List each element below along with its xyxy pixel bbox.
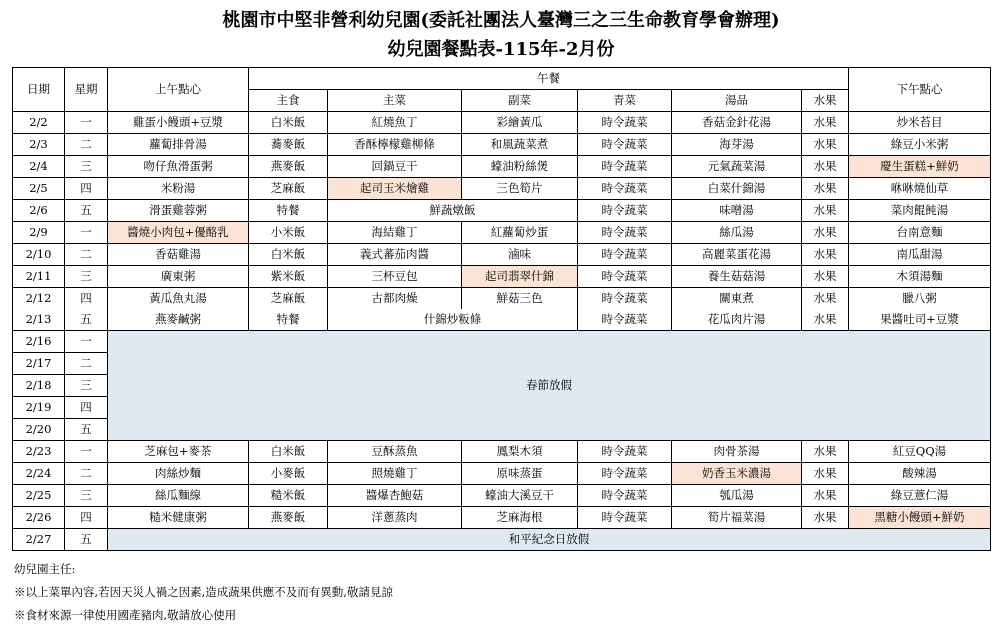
row-weekday: 三 — [65, 485, 108, 507]
row-veg: 時令蔬菜 — [578, 200, 672, 222]
row-staple: 特餐 — [249, 309, 328, 331]
row-main: 海結雞丁 — [328, 222, 462, 244]
row-main: 義式蕃茄肉醬 — [328, 244, 462, 266]
row-staple: 蕎麥飯 — [249, 134, 328, 156]
row-fruit: 水果 — [802, 309, 849, 331]
row-am-snack: 黃瓜魚丸湯 — [108, 288, 249, 310]
row-main-side: 什錦炒粄條 — [328, 309, 578, 331]
row-pm-snack: 南瓜甜湯 — [849, 244, 991, 266]
row-main: 起司玉米燴雞 — [328, 178, 462, 200]
row-staple: 白米飯 — [249, 244, 328, 266]
row-staple: 小米飯 — [249, 222, 328, 244]
row-am-snack: 米粉湯 — [108, 178, 249, 200]
row-pm-snack: 炒米苔目 — [849, 112, 991, 134]
row-main: 香酥檸檬雞柳條 — [328, 134, 462, 156]
row-main: 回鍋豆干 — [328, 156, 462, 178]
table-row — [13, 463, 991, 485]
row-veg: 時令蔬菜 — [578, 441, 672, 463]
row-side: 鳳梨木須 — [462, 441, 578, 463]
row-weekday: 二 — [65, 134, 108, 156]
header-side: 副菜 — [462, 90, 578, 112]
row-staple: 芝麻飯 — [249, 288, 328, 310]
row-weekday: 一 — [65, 222, 108, 244]
row-veg: 時令蔬菜 — [578, 485, 672, 507]
row-date: 2/24 — [13, 463, 65, 485]
row-fruit: 水果 — [802, 485, 849, 507]
header-am-snack: 上午點心 — [108, 68, 249, 112]
row-date: 2/9 — [13, 222, 65, 244]
row-date: 2/19 — [13, 397, 65, 419]
row-pm-snack: 綠豆小米粥 — [849, 134, 991, 156]
table-row — [13, 112, 991, 134]
row-weekday: 二 — [65, 353, 108, 375]
table-row — [13, 331, 991, 353]
row-pm-snack: 臘八粥 — [849, 288, 991, 310]
row-date: 2/10 — [13, 244, 65, 266]
row-weekday: 三 — [65, 156, 108, 178]
table-row — [13, 441, 991, 463]
row-pm-snack: 果醬吐司+豆漿 — [849, 309, 991, 331]
row-staple: 芝麻飯 — [249, 178, 328, 200]
header-row-1 — [13, 68, 991, 90]
table-row — [13, 485, 991, 507]
row-date: 2/18 — [13, 375, 65, 397]
table-row — [13, 222, 991, 244]
row-side: 蠔油粉絲煲 — [462, 156, 578, 178]
row-weekday: 二 — [65, 244, 108, 266]
row-pm-snack: 慶生蛋糕+鮮奶 — [849, 156, 991, 178]
row-fruit: 水果 — [802, 178, 849, 200]
row-main: 照燒雞丁 — [328, 463, 462, 485]
row-weekday: 四 — [65, 507, 108, 529]
row-soup: 絲瓜湯 — [672, 222, 802, 244]
row-weekday: 五 — [65, 419, 108, 441]
header-fruit: 水果 — [802, 90, 849, 112]
holiday-peace-day: 和平紀念日放假 — [108, 529, 991, 551]
table-row — [13, 288, 991, 310]
row-veg: 時令蔬菜 — [578, 309, 672, 331]
row-staple: 燕麥飯 — [249, 156, 328, 178]
row-veg: 時令蔬菜 — [578, 266, 672, 288]
row-fruit: 水果 — [802, 112, 849, 134]
row-fruit: 水果 — [802, 288, 849, 310]
table-row — [13, 309, 991, 331]
header-main: 主菜 — [328, 90, 462, 112]
row-weekday: 一 — [65, 441, 108, 463]
row-date: 2/12 — [13, 288, 65, 310]
row-pm-snack: 咻咻燒仙草 — [849, 178, 991, 200]
header-pm-snack: 下午點心 — [849, 68, 991, 112]
row-veg: 時令蔬菜 — [578, 288, 672, 310]
row-soup: 肉骨茶湯 — [672, 441, 802, 463]
row-date: 2/23 — [13, 441, 65, 463]
row-staple: 白米飯 — [249, 441, 328, 463]
row-weekday: 四 — [65, 397, 108, 419]
row-soup: 養生菇菇湯 — [672, 266, 802, 288]
row-main: 豆酥蒸魚 — [328, 441, 462, 463]
table-row — [13, 244, 991, 266]
row-soup: 瓠瓜湯 — [672, 485, 802, 507]
row-fruit: 水果 — [802, 266, 849, 288]
row-pm-snack: 台南意麵 — [849, 222, 991, 244]
row-veg: 時令蔬菜 — [578, 463, 672, 485]
footer-note-2: ※食材來源一律使用國產豬肉,敬請放心使用 — [14, 608, 237, 622]
table-row — [13, 507, 991, 529]
row-date: 2/3 — [13, 134, 65, 156]
row-am-snack: 蘿蔔排骨湯 — [108, 134, 249, 156]
row-weekday: 一 — [65, 112, 108, 134]
row-soup: 海芽湯 — [672, 134, 802, 156]
row-side: 紅蘿蔔炒蛋 — [462, 222, 578, 244]
row-pm-snack: 黑糖小饅頭+鮮奶 — [849, 507, 991, 529]
row-fruit: 水果 — [802, 156, 849, 178]
row-am-snack: 雞蛋小饅頭+豆漿 — [108, 112, 249, 134]
row-weekday: 三 — [65, 375, 108, 397]
row-weekday: 五 — [65, 309, 108, 331]
holiday-block: 春節放假 — [108, 331, 991, 441]
row-main: 洋蔥蒸肉 — [328, 507, 462, 529]
row-am-snack: 吻仔魚滑蛋粥 — [108, 156, 249, 178]
row-am-snack: 芝麻包+麥茶 — [108, 441, 249, 463]
row-staple: 燕麥飯 — [249, 507, 328, 529]
table-row — [13, 200, 991, 222]
row-pm-snack: 菜肉餛飩湯 — [849, 200, 991, 222]
row-soup: 奶香玉米濃湯 — [672, 463, 802, 485]
row-staple: 小麥飯 — [249, 463, 328, 485]
row-fruit: 水果 — [802, 463, 849, 485]
row-am-snack: 醬燒小肉包+優酪乳 — [108, 222, 249, 244]
row-side: 鮮菇三色 — [462, 288, 578, 310]
row-veg: 時令蔬菜 — [578, 178, 672, 200]
row-pm-snack: 綠豆薏仁湯 — [849, 485, 991, 507]
row-soup: 高麗菜蛋花湯 — [672, 244, 802, 266]
row-veg: 時令蔬菜 — [578, 507, 672, 529]
row-fruit: 水果 — [802, 222, 849, 244]
row-veg: 時令蔬菜 — [578, 156, 672, 178]
row-date: 2/20 — [13, 419, 65, 441]
row-date: 2/6 — [13, 200, 65, 222]
row-fruit: 水果 — [802, 507, 849, 529]
row-side: 原味蒸蛋 — [462, 463, 578, 485]
row-side: 三色筍片 — [462, 178, 578, 200]
row-am-snack: 滑蛋雞蓉粥 — [108, 200, 249, 222]
row-veg: 時令蔬菜 — [578, 112, 672, 134]
row-fruit: 水果 — [802, 441, 849, 463]
row-staple: 白米飯 — [249, 112, 328, 134]
page-subtitle: 幼兒園餐點表-115年-2月份 — [387, 39, 615, 60]
header-lunch: 午餐 — [249, 68, 849, 90]
row-main: 古都肉燥 — [328, 288, 462, 310]
meal-table — [12, 67, 991, 551]
row-date: 2/26 — [13, 507, 65, 529]
row-staple: 糙米飯 — [249, 485, 328, 507]
row-weekday: 一 — [65, 331, 108, 353]
row-pm-snack: 酸辣湯 — [849, 463, 991, 485]
row-am-snack: 糙米健康粥 — [108, 507, 249, 529]
row-date: 2/13 — [13, 309, 65, 331]
row-side: 起司翡翠什錦 — [462, 266, 578, 288]
row-side: 彩繪黃瓜 — [462, 112, 578, 134]
row-staple: 紫米飯 — [249, 266, 328, 288]
row-soup: 關東煮 — [672, 288, 802, 310]
row-pm-snack: 紅豆QQ湯 — [849, 441, 991, 463]
row-veg: 時令蔬菜 — [578, 222, 672, 244]
table-row — [13, 266, 991, 288]
footer-note-1: ※以上菜單內容,若因天災人禍之因素,造成蔬果供應不及而有異動,敬請見諒 — [14, 585, 393, 599]
row-fruit: 水果 — [802, 200, 849, 222]
row-side: 和風蔬菜煮 — [462, 134, 578, 156]
row-weekday: 二 — [65, 463, 108, 485]
row-date: 2/17 — [13, 353, 65, 375]
page-title: 桃園市中堅非營利幼兒園(委託社團法人臺灣三之三生命教育學會辦理) — [222, 10, 780, 31]
row-veg: 時令蔬菜 — [578, 244, 672, 266]
row-date: 2/16 — [13, 331, 65, 353]
row-main-side: 鮮蔬燉飯 — [328, 200, 578, 222]
row-soup: 白菜什錦湯 — [672, 178, 802, 200]
header-veg: 青菜 — [578, 90, 672, 112]
row-staple: 特餐 — [249, 200, 328, 222]
row-fruit: 水果 — [802, 134, 849, 156]
row-soup: 香菇金針花湯 — [672, 112, 802, 134]
row-weekday: 四 — [65, 288, 108, 310]
row-soup: 花瓜肉片湯 — [672, 309, 802, 331]
row-side: 蠔油大溪豆干 — [462, 485, 578, 507]
row-veg: 時令蔬菜 — [578, 134, 672, 156]
row-main: 紅燒魚丁 — [328, 112, 462, 134]
table-row — [13, 178, 991, 200]
table-row — [13, 134, 991, 156]
row-fruit: 水果 — [802, 244, 849, 266]
row-weekday: 四 — [65, 178, 108, 200]
row-am-snack: 廣東粥 — [108, 266, 249, 288]
row-side: 滷味 — [462, 244, 578, 266]
header-weekday: 星期 — [65, 68, 108, 112]
row-main: 醬爆杏鮑菇 — [328, 485, 462, 507]
row-side: 芝麻海根 — [462, 507, 578, 529]
row-am-snack: 肉絲炒麵 — [108, 463, 249, 485]
row-soup: 筍片福菜湯 — [672, 507, 802, 529]
row-am-snack: 香菇雞湯 — [108, 244, 249, 266]
header-date: 日期 — [13, 68, 65, 112]
row-soup: 元氣蔬菜湯 — [672, 156, 802, 178]
row-date: 2/25 — [13, 485, 65, 507]
row-date: 2/11 — [13, 266, 65, 288]
header-soup: 湯品 — [672, 90, 802, 112]
row-am-snack: 燕麥鹹粥 — [108, 309, 249, 331]
row-weekday: 五 — [65, 529, 108, 551]
row-date: 2/5 — [13, 178, 65, 200]
footer-director: 幼兒園主任: — [14, 562, 76, 576]
table-row — [13, 156, 991, 178]
row-weekday: 五 — [65, 200, 108, 222]
row-date: 2/2 — [13, 112, 65, 134]
row-date: 2/27 — [13, 529, 65, 551]
row-weekday: 三 — [65, 266, 108, 288]
row-main: 三杯豆包 — [328, 266, 462, 288]
row-pm-snack: 木須湯麵 — [849, 266, 991, 288]
row-am-snack: 絲瓜麵線 — [108, 485, 249, 507]
row-date: 2/4 — [13, 156, 65, 178]
table-row — [13, 529, 991, 551]
header-staple: 主食 — [249, 90, 328, 112]
row-soup: 味噌湯 — [672, 200, 802, 222]
